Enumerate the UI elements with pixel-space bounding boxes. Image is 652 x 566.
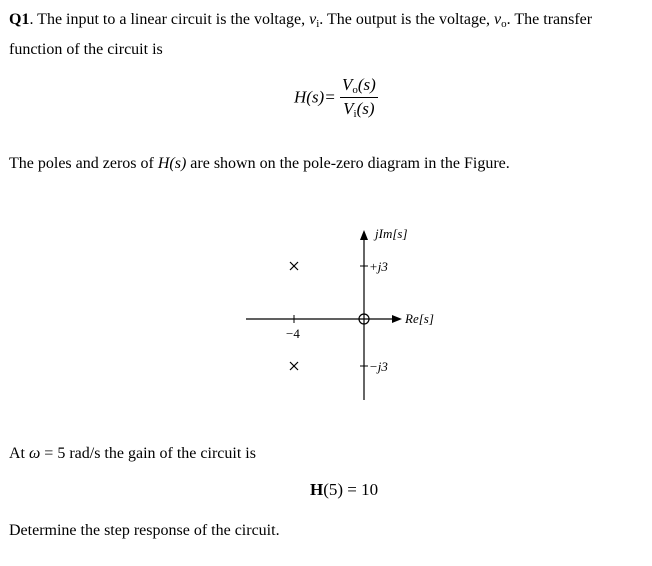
tick-label-plus-j3: +j3 [369,259,388,274]
real-axis-label: Re[s] [405,311,434,326]
input-voltage-subscript: i [316,18,320,30]
pole-marker-upper [290,262,298,270]
transfer-function-equation [294,75,378,120]
transfer-function-lhs: H(s)= [294,87,336,107]
question-label: Q1 [9,11,30,28]
zero-marker [359,314,369,324]
task-statement: Determine the step response of the circuit. [9,522,280,539]
imaginary-axis-arrow [360,230,368,240]
real-axis-arrow [392,315,402,323]
pole-marker-lower [290,362,298,370]
question-intro-2: . The output is the voltage, [319,11,495,28]
question-intro-3: . The transfer [506,11,593,28]
input-voltage-symbol: v [309,11,317,28]
question-intro-1: . The input to a linear circuit is the voltage, [29,11,310,28]
fraction-numerator: $V_o(s)$ [341,75,376,96]
gain-equation: H(5) = 10 [310,480,379,499]
imaginary-axis-label: jIm[s] [375,226,408,241]
tick-label-minus-4: −4 [286,326,300,341]
output-voltage-symbol: v [494,11,502,28]
gain-statement: At ω = 5 rad/s the gain of the circuit is [9,445,256,462]
output-voltage-subscript: o [501,18,507,30]
fraction-denominator: $V_i(s)$ [343,99,375,120]
question-line-2: function of the circuit is [9,41,163,58]
question-line-1 [9,11,592,30]
tick-label-minus-j3: −j3 [369,359,388,374]
omega-symbol: ω [29,445,41,462]
transfer-function-fraction [340,75,378,120]
poles-zeros-sentence: The poles and zeros of H(s) are shown on the pole-zero diagram in the Figure. [9,155,510,172]
